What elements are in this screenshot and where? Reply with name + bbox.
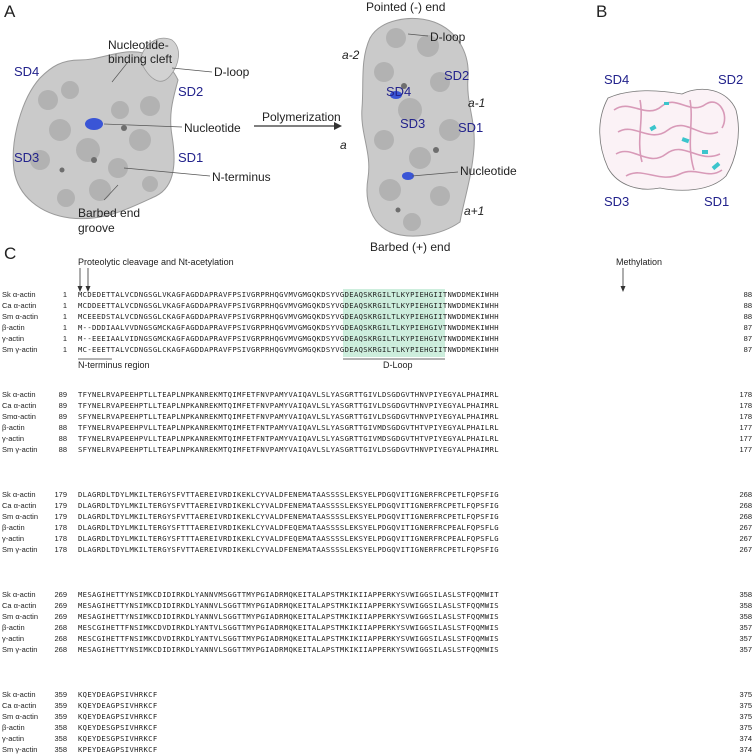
end-position: 87 — [743, 345, 752, 354]
alignment-row — [0, 390, 755, 401]
alignment-row — [0, 523, 755, 534]
label-barbed-end: Barbed (+) end — [370, 240, 451, 254]
end-position: 267 — [739, 523, 752, 532]
start-position: 269 — [54, 601, 67, 610]
residue-sequence: DLAGRDLTDYLMKILTERGYSFVTTAEREIVRDIKEKLCYVALDFENEMATAASSSSLEKSYELPDGQVITIGNERFRCPETLFQPSFIG — [78, 501, 499, 510]
label-nucleotide-right: Nucleotide — [460, 164, 517, 178]
residue-sequence: MCDEDETTALVCDNGSGLVKAGFAGDDAPRAVFPSIVGRPRHQGVMVGMGQKDSYVGDEAQSKRGILTLKYPIEHGIITNWDDMEKIWHH — [78, 290, 499, 299]
alignment-row — [0, 312, 755, 323]
species-name: Sm γ-actin — [2, 445, 38, 454]
start-position: 359 — [54, 701, 67, 710]
alignment-row — [0, 545, 755, 556]
alignment-row — [0, 590, 755, 601]
label-n-terminus-region: N-terminus region — [78, 360, 150, 370]
end-position: 87 — [743, 323, 752, 332]
label-a-minus-2: a-2 — [342, 48, 360, 62]
alignment-row — [0, 501, 755, 512]
end-position: 357 — [739, 645, 752, 654]
label-n-terminus: N-terminus — [212, 170, 271, 184]
species-name: Sk α-actin — [2, 690, 36, 699]
label-a-minus-1: a-1 — [468, 96, 486, 110]
end-position: 358 — [739, 612, 752, 621]
label-sd3-right: SD3 — [400, 116, 426, 131]
species-name: γ-actin — [2, 334, 25, 343]
end-position: 375 — [739, 701, 752, 710]
label-dloop-left: D-loop — [214, 65, 250, 79]
species-name: Ca α-actin — [2, 501, 37, 510]
end-position: 375 — [739, 712, 752, 721]
start-position: 358 — [54, 723, 67, 732]
alignment-row — [0, 712, 755, 723]
residue-sequence: MESCGIHETTFNSIMKCDVDIRKDLYANTVLSGGTTMYPGIADRMQKEITALAPSTMKIKIIAPPERKYSVWIGGSILASLSTFQQMWIS — [78, 634, 499, 643]
species-name: γ-actin — [2, 534, 25, 543]
alignment-row — [0, 434, 755, 445]
start-position: 269 — [54, 590, 67, 599]
start-position: 88 — [58, 423, 67, 432]
residue-sequence: KQEYDESGPSIVHRKCF — [78, 723, 158, 732]
end-position: 177 — [739, 423, 752, 432]
label-d-loop-region: D-Loop — [383, 360, 413, 370]
end-position: 87 — [743, 334, 752, 343]
species-name: Sm α-actin — [2, 512, 39, 521]
label-sd2-left: SD2 — [178, 84, 204, 99]
alignment-row — [0, 690, 755, 701]
residue-sequence: TFYNELRVAPEEHPTLLTEAPLNPKANREKMTQIMFETFNVPAMYVAIQAVLSLYASGRTTGIVLDSGDGVTHNVPIYEGYALPHAIMRL — [78, 390, 499, 399]
residue-sequence: DLAGRDLTDYLMKILTERGYSFTTTAEREIVRDIKEKLCYVALDFEQEMATAASSSSLEKSYELPDGQVITIGNERFRCPEALFQPSFLG — [78, 534, 499, 543]
species-name: Sk α-actin — [2, 590, 36, 599]
end-position: 177 — [739, 445, 752, 454]
start-position: 358 — [54, 734, 67, 743]
alignment-row — [0, 323, 755, 334]
annotation-proteolytic-cleavage: Proteolytic cleavage and Nt-acetylation — [78, 257, 234, 267]
residue-sequence: MESAGIHETTYNSIMKCDIDIRKDLYANNVLSGGTTMYPGIADRMQKEITALAPSTMKIKIIAPPERKYSVWIGGSILASLSTFQQMWIS — [78, 601, 499, 610]
residue-sequence: MCDDEETTALVCDNGSGLVKAGFAGDDAPRAVFPSIVGRPRHQGVMVGMGQKDSYVGDEAQSKRGILTLKYPIEHGIITNWDDMEKIWHH — [78, 301, 499, 310]
label-a-plus-1: a+1 — [464, 204, 485, 218]
end-position: 268 — [739, 512, 752, 521]
start-position: 88 — [58, 445, 67, 454]
start-position: 268 — [54, 634, 67, 643]
panel-c-letter: C — [4, 244, 17, 263]
label-dloop-right: D-loop — [430, 30, 466, 44]
residue-sequence: TFYNELRVAPEEHPVLLTEAPLNPKANREKMTQIMFETFNTPAMYVAIQAVLSLYASGRTTGIVMDSGDGVTHTVPIYEGYALPHAILRL — [78, 434, 499, 443]
species-name: Sm γ-actin — [2, 345, 38, 354]
start-position: 1 — [62, 290, 67, 299]
species-name: Ca α-actin — [2, 701, 37, 710]
alignment-row — [0, 401, 755, 412]
end-position: 268 — [739, 501, 752, 510]
species-name: β-actin — [2, 623, 25, 632]
label-sd2-right: SD2 — [444, 68, 470, 83]
end-position: 178 — [739, 390, 752, 399]
start-position: 89 — [58, 412, 67, 421]
residue-sequence: MC-EEETTALVCDNGSGLCKAGFAGDDAPRAVFPSIVGRPRHQGVMVGMGQKDSYVGDEAQSKRGILTLKYPIEHGIITNWDDMEKIWHH — [78, 345, 499, 354]
residue-sequence: MESAGIHETTYNSIMKCDIDIRKDLYANNVMSGGTTMYPGIADRMQKEITALAPSTMKIKIIAPPERKYSVWIGGSILASLSTFQQMWIT — [78, 590, 499, 599]
residue-sequence: DLAGRDLTDYLMKILTERGYSFVTTAEREIVRDIKEKLCYVALDFENEMATAASSSSLEKSYELPDGQVITIGNERFRCPETLFQPSFIG — [78, 490, 499, 499]
start-position: 268 — [54, 623, 67, 632]
alignment-row — [0, 301, 755, 312]
residue-sequence: KQEYDEAGPSIVHRKCF — [78, 690, 158, 699]
end-position: 88 — [743, 301, 752, 310]
species-name: Ca α-actin — [2, 301, 37, 310]
species-name: Sm γ-actin — [2, 645, 38, 654]
residue-sequence: TFYNELRVAPEEHPVLLTEAPLNPKANREKMTQIMFETFNTPAMYVAIQAVLSLYASGRTTGIVMDSGDGVTHTVPIYEGYALPHAILRL — [78, 423, 499, 432]
alignment-row — [0, 723, 755, 734]
residue-sequence: DLAGRDLTDYLMKILTERGYSFVTTAEREIVRDIKEKLCYVALDFENEMATAASSSSLEKSYELPDGQVITIGNERFRCPETLFQPSFIG — [78, 545, 499, 554]
species-name: γ-actin — [2, 634, 25, 643]
end-position: 357 — [739, 623, 752, 632]
alignment-row — [0, 490, 755, 501]
start-position: 1 — [62, 323, 67, 332]
end-position: 358 — [739, 590, 752, 599]
residue-sequence: M--EEEIAALVIDNGSGMCKAGFAGDDAPRAVFPSIVGRPRHQGVMVGMGQKDSYVGDEAQSKRGILTLKYPIEHGIVTNWDDMEKIWHH — [78, 334, 499, 343]
annotation-methylation: Methylation — [616, 257, 663, 267]
label-sd4-left: SD4 — [14, 64, 40, 79]
residue-sequence: SFYNELRVAPEEHPTLLTEAPLNPKANREKMTQIMFETFNVPAMYVAIQAVLSLYASGRTTGIVLDSGDGVTHNVPIYEGYALPHAIMRL — [78, 445, 499, 454]
end-position: 88 — [743, 290, 752, 299]
end-position: 375 — [739, 690, 752, 699]
start-position: 178 — [54, 523, 67, 532]
alignment-row — [0, 701, 755, 712]
species-name: Ca α-actin — [2, 601, 37, 610]
label-nucleotide-binding-cleft: Nucleotide- binding cleft — [108, 38, 173, 66]
species-name: Sm α-actin — [2, 312, 39, 321]
alignment-row — [0, 290, 755, 301]
end-position: 267 — [739, 534, 752, 543]
alignment-row — [0, 634, 755, 645]
species-name: Sk α-actin — [2, 290, 36, 299]
label-sd4-b: SD4 — [604, 72, 630, 87]
start-position: 269 — [54, 612, 67, 621]
end-position: 267 — [739, 545, 752, 554]
residue-sequence: KQEYDEAGPSIVHRKCF — [78, 712, 158, 721]
alignment-row — [0, 445, 755, 456]
species-name: Sm α-actin — [2, 612, 39, 621]
end-position: 357 — [739, 634, 752, 643]
start-position: 88 — [58, 434, 67, 443]
residue-sequence: MCEEEDSTALVCDNGSGLCKAGFAGDDAPRAVFPSIVGRPRHQGVMVGMGQKDSYVGDEAQSKRGILTLKYPIEHGIITNWDDMEKIWHH — [78, 312, 499, 321]
species-name: β-actin — [2, 423, 25, 432]
end-position: 268 — [739, 490, 752, 499]
alignment-row — [0, 412, 755, 423]
alignment-row — [0, 645, 755, 656]
residue-sequence: KQEYDESGPSIVHRKCF — [78, 734, 158, 743]
species-name: Sk α-actin — [2, 390, 36, 399]
panel-a-letter: A — [4, 2, 16, 21]
residue-sequence: KQEYDEAGPSIVHRKCF — [78, 701, 158, 710]
alignment-row — [0, 734, 755, 745]
alignment-row — [0, 423, 755, 434]
label-sd1-b: SD1 — [704, 194, 730, 209]
species-name: Smα-actin — [2, 412, 36, 421]
species-name: β-actin — [2, 523, 25, 532]
start-position: 359 — [54, 690, 67, 699]
end-position: 178 — [739, 412, 752, 421]
label-sd1-left: SD1 — [178, 150, 204, 165]
end-position: 374 — [739, 734, 752, 743]
species-name: Sm α-actin — [2, 712, 39, 721]
start-position: 1 — [62, 301, 67, 310]
label-pointed-end: Pointed (-) end — [366, 0, 446, 14]
species-name: β-actin — [2, 323, 25, 332]
label-sd3-b: SD3 — [604, 194, 630, 209]
alignment-row — [0, 745, 755, 756]
label-nucleotide-left: Nucleotide — [184, 121, 241, 135]
label-sd2-b: SD2 — [718, 72, 744, 87]
start-position: 268 — [54, 645, 67, 654]
start-position: 179 — [54, 512, 67, 521]
label-a: a — [340, 138, 347, 152]
residue-sequence: DLAGRDLTDYLMKILTERGYSFVTTAEREIVRDIKEKLCYVALDFENEMATAASSSSLEKSYELPDGQVITIGNERFRCPETLFQPSFIG — [78, 512, 499, 521]
residue-sequence: MESCGIHETTFNSIMKCDVDIRKDLYANTVLSGGTTMYPGIADRMQKEITALAPSTMKIKIIAPPERKYSVWIGGSILASLSTFQQMWIS — [78, 623, 499, 632]
alignment-row — [0, 534, 755, 545]
residue-sequence: SFYNELRVAPEEHPTLLTEAPLNPKANREKMTQIMFETFNVPAMYVAIQAVLSLYASGRTTGIVLDSGDGVTHNVPIYEGYALPHAIMRL — [78, 412, 499, 421]
label-polymerization: Polymerization — [262, 110, 341, 124]
start-position: 89 — [58, 390, 67, 399]
end-position: 177 — [739, 434, 752, 443]
label-sd4-right: SD4 — [386, 84, 412, 99]
residue-sequence: KPEYDEAGPSIVHRKCF — [78, 745, 158, 754]
end-position: 88 — [743, 312, 752, 321]
alignment-row — [0, 512, 755, 523]
alignment-row — [0, 601, 755, 612]
species-name: Sm γ-actin — [2, 545, 38, 554]
alignment-row — [0, 612, 755, 623]
residue-sequence: MESAGIHETTYNSIMKCDIDIRKDLYANNVLSGGTTMYPGIADRMQKEITALAPSTMKIKIIAPPERKYSVWIGGSILASLSTFQQMWIS — [78, 645, 499, 654]
start-position: 1 — [62, 312, 67, 321]
end-position: 375 — [739, 723, 752, 732]
start-position: 1 — [62, 345, 67, 354]
species-name: Sm γ-actin — [2, 745, 38, 754]
species-name: Sk α-actin — [2, 490, 36, 499]
start-position: 1 — [62, 334, 67, 343]
species-name: γ-actin — [2, 734, 25, 743]
residue-sequence: M--DDDIAALVVDNGSGMCKAGFAGDDAPRAVFPSIVGRPRHQGVMVGMGQKDSYVGDEAQSKRGILTLKYPIEHGIVTNWDDMEKIWHH — [78, 323, 499, 332]
start-position: 359 — [54, 712, 67, 721]
end-position: 374 — [739, 745, 752, 754]
residue-sequence: TFYNELRVAPEEHPTLLTEAPLNPKANREKMTQIMFETFNVPAMYVAIQAVLSLYASGRTTGIVLDSGDGVTHNVPIYEGYALPHAIMRL — [78, 401, 499, 410]
end-position: 358 — [739, 601, 752, 610]
label-sd3-left: SD3 — [14, 150, 40, 165]
label-barbed-end-groove: Barbed end groove — [78, 206, 141, 235]
residue-sequence: MESAGIHETTYNSIMKCDIDIRKDLYANNVLSGGTTMYPGIADRMQKEITALAPSTMKIKIIAPPERKYSVWIGGSILASLSTFQQMWIS — [78, 612, 499, 621]
panel-b-letter: B — [596, 2, 608, 21]
species-name: Ca α-actin — [2, 401, 37, 410]
start-position: 358 — [54, 745, 67, 754]
alignment-row — [0, 623, 755, 634]
start-position: 178 — [54, 545, 67, 554]
species-name: β-actin — [2, 723, 25, 732]
start-position: 179 — [54, 490, 67, 499]
end-position: 178 — [739, 401, 752, 410]
start-position: 179 — [54, 501, 67, 510]
residue-sequence: DLAGRDLTDYLMKILTERGYSFTTTAEREIVRDIKEKLCYVALDFEQEMATAASSSSLEKSYELPDGQVITIGNERFRCPEALFQPSFLG — [78, 523, 499, 532]
start-position: 178 — [54, 534, 67, 543]
start-position: 89 — [58, 401, 67, 410]
label-sd1-right: SD1 — [458, 120, 484, 135]
species-name: γ-actin — [2, 434, 25, 443]
alignment-row — [0, 334, 755, 345]
